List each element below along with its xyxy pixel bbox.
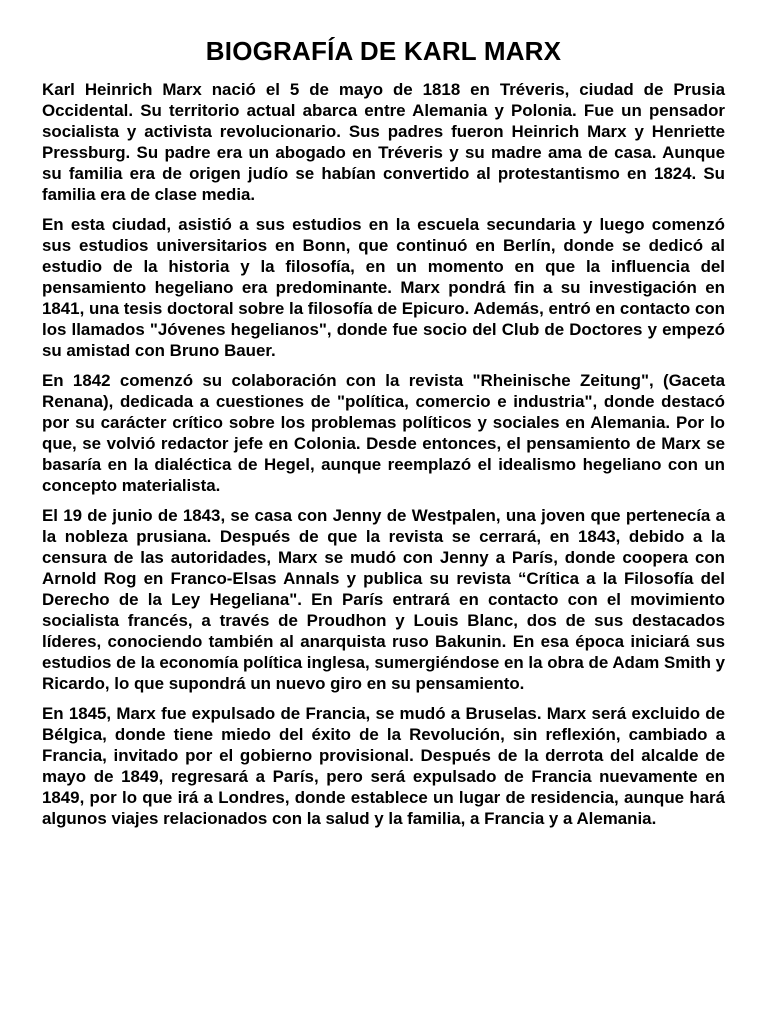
paragraph-3: En 1842 comenzó su colaboración con la revista "Rheinische Zeitung", (Gaceta Renana), dedicada a cuestiones de "política, comercio e industria", donde destacó por su carácter crítico sobre los problemas políticos y sociales en Alemania. Por lo que, se volvió redactor jefe en Colonia. Desde entonces, el pensamiento de Marx se basaría en la dialéctica de Hegel, aunque reemplazó el idealismo hegeliano con un concepto materialista. bbox=[42, 371, 725, 495]
document-title: BIOGRAFÍA DE KARL MARX bbox=[205, 36, 562, 66]
paragraph-4: El 19 de junio de 1843, se casa con Jenny de Westpalen, una joven que pertenecía a la nobleza prusiana. Después de que la revista se cerrará, en 1843, debido a la censura de las autoridades, Marx se mudó con Jenny a París, donde coopera con Arnold Rog en Franco-Elsas Annals y publica su revista “Crítica a la Filosofía del Derecho de la Ley Hegeliana". En París entrará en contacto con el movimiento socialista francés, a través de Proudhon y Louis Blanc, dos de sus destacados líderes, conociendo también al anarquista ruso Bakunin. En esa época iniciará sus estudios de la economía política inglesa, sumergiéndose en la obra de Adam Smith y Ricardo, lo que supondrá un nuevo giro en su pensamiento. bbox=[42, 506, 725, 693]
paragraph-1: Karl Heinrich Marx nació el 5 de mayo de 1818 en Tréveris, ciudad de Prusia Occidental. Su territorio actual abarca entre Alemania y Polonia. Fue un pensador socialista y activista revolucionario. Sus padres fueron Heinrich Marx y Henriette Pressburg. Su padre era un abogado en Tréveris y su madre ama de casa. Aunque su familia era de origen judío se habían convertido al protestantismo en 1824. Su familia era de clase media. bbox=[42, 80, 725, 204]
paragraph-2: En esta ciudad, asistió a sus estudios en la escuela secundaria y luego comenzó sus estudios universitarios en Bonn, que continuó en Berlín, donde se dedicó al estudio de la historia y la filosofía, en un momento en que la influencia del pensamiento hegeliano era predominante. Marx pondrá fin a su investigación en 1841, una tesis doctoral sobre la filosofía de Epicuro. Además, entró en contacto con los llamados "Jóvenes hegelianos", donde fue socio del Club de Doctores y empezó su amistad con Bruno Bauer. bbox=[42, 215, 725, 360]
paragraph-5: En 1845, Marx fue expulsado de Francia, se mudó a Bruselas. Marx será excluido de Bélgica, donde tiene miedo del éxito de la Revolución, sin reflexión, cambiado a Francia, invitado por el gobierno provisional. Después de la derrota del alcalde de mayo de 1849, regresará a París, pero será expulsado de Francia nuevamente en 1849, por lo que irá a Londres, donde establece un lugar de residencia, aunque hará algunos viajes relacionados con la salud y la familia, a Francia y a Alemania. bbox=[42, 704, 725, 828]
document-page bbox=[42, 32, 725, 838]
